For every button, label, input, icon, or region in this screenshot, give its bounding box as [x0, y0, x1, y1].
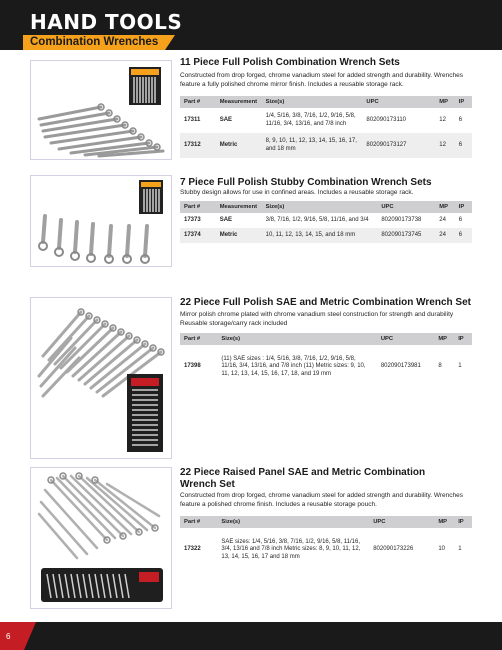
table-row — [180, 228, 472, 243]
upc: 802090173981 — [377, 345, 435, 389]
col-sizes: Size(s) — [262, 96, 363, 108]
col-sizes: Size(s) — [262, 201, 378, 213]
footer-accent — [0, 622, 24, 650]
sizes: 3/8, 7/16, 1/2, 9/16, 5/8, 11/16, and 3/4 — [262, 213, 378, 228]
section-description: Constructed from drop forged, chrome vanadium steel for added strength and durability. Wrenches feature a fully polished chrome mirror finish. Includes a reusable storage rack. — [180, 72, 464, 88]
table-row — [180, 213, 472, 228]
sizes: 1/4, 5/16, 3/8, 7/16, 1/2, 9/16, 5/8, 11/16, 3/4, 13/16, and 7/8 inch — [262, 108, 363, 133]
sizes: 8, 9, 10, 11, 12, 13, 14, 15, 16, 17, and 18 mm — [262, 133, 363, 158]
ip: 6 — [455, 228, 472, 243]
col-part: Part # — [180, 96, 216, 108]
category-tab: Combination Wrenches — [23, 35, 165, 50]
table-row — [180, 345, 472, 389]
upc: 802090173745 — [377, 228, 435, 243]
ip: 6 — [455, 213, 472, 228]
upc: 802090173738 — [377, 213, 435, 228]
page-title: HAND TOOLS — [30, 10, 183, 34]
spec-table — [180, 201, 472, 243]
mp: 10 — [434, 528, 454, 572]
col-ip: IP — [454, 516, 472, 528]
mp: 24 — [435, 228, 454, 243]
spec-table — [180, 333, 472, 389]
section-title: 22 Piece Full Polish SAE and Metric Combination Wrench Set — [180, 297, 471, 308]
page-number: 6 — [6, 632, 11, 641]
upc: 802090173127 — [362, 133, 435, 158]
ip: 6 — [455, 133, 472, 158]
section-title: 22 Piece Raised Panel SAE and Metric Combination Wrench Set — [180, 467, 426, 490]
sizes: 10, 11, 12, 13, 14, 15, and 18 mm — [262, 228, 378, 243]
col-part: Part # — [180, 201, 216, 213]
table-row — [180, 528, 472, 572]
col-sizes: Size(s) — [217, 333, 376, 345]
spec-table — [180, 96, 472, 158]
col-measurement: Measurement — [216, 201, 262, 213]
upc: 802090173110 — [362, 108, 435, 133]
part-number: 17312 — [180, 133, 216, 158]
product-image-22pc-full-polish — [30, 297, 172, 459]
table-header-row — [180, 516, 472, 528]
ip: 1 — [454, 345, 472, 389]
table-header-row — [180, 96, 472, 108]
mp: 12 — [435, 133, 454, 158]
part-number: 17322 — [180, 528, 217, 572]
table-row — [180, 108, 472, 133]
product-image-11pc-set — [30, 60, 172, 160]
col-upc: UPC — [369, 516, 434, 528]
col-ip: IP — [454, 333, 472, 345]
col-upc: UPC — [377, 333, 435, 345]
part-number: 17398 — [180, 345, 217, 389]
col-mp: MP — [435, 201, 454, 213]
upc: 802090173226 — [369, 528, 434, 572]
section-description: Mirror polish chrome plated with chrome vanadium steel construction for strength and durability Reusable storage/carry rack included — [180, 311, 454, 327]
col-part: Part # — [180, 516, 217, 528]
part-number: 17373 — [180, 213, 216, 228]
mp: 8 — [434, 345, 454, 389]
table-row — [180, 133, 472, 158]
spec-table — [180, 516, 472, 572]
col-sizes: Size(s) — [217, 516, 369, 528]
col-upc: UPC — [377, 201, 435, 213]
ip: 6 — [455, 108, 472, 133]
measurement: SAE — [216, 108, 262, 133]
part-number: 17311 — [180, 108, 216, 133]
measurement: Metric — [216, 133, 262, 158]
section-description: Stubby design allows for use in confined areas. Includes a reusable storage rack. — [180, 189, 414, 196]
col-mp: MP — [434, 516, 454, 528]
col-ip: IP — [455, 96, 472, 108]
product-image-22pc-raised-panel — [30, 467, 172, 609]
product-image-7pc-stubby — [30, 175, 172, 267]
section-title: 7 Piece Full Polish Stubby Combination Wrench Sets — [180, 177, 432, 188]
page-footer — [0, 622, 502, 650]
sizes: SAE sizes: 1/4, 5/16, 3/8, 7/16, 1/2, 9/16, 5/8, 11/16, 3/4, 13/16 and 7/8 inch Metric sizes: 8, 9, 10, 11, 12, 13, 14, 15, 16, 17 and 18 mm — [217, 528, 369, 572]
mp: 24 — [435, 213, 454, 228]
measurement: SAE — [216, 213, 262, 228]
col-measurement: Measurement — [216, 96, 262, 108]
col-mp: MP — [435, 96, 454, 108]
ip: 1 — [454, 528, 472, 572]
col-upc: UPC — [362, 96, 435, 108]
sizes: (11) SAE sizes : 1/4, 5/16, 3/8, 7/16, 1/2, 9/16, 5/8, 11/16, 3/4, 13/16, and 7/8 inch (11) Metric sizes: 9, 10, 11, 12, 13, 14, 15, 16, 17, 18, and 19 mm — [217, 345, 376, 389]
table-header-row — [180, 201, 472, 213]
section-title: 11 Piece Full Polish Combination Wrench Sets — [180, 57, 400, 68]
col-ip: IP — [455, 201, 472, 213]
part-number: 17374 — [180, 228, 216, 243]
col-part: Part # — [180, 333, 217, 345]
col-mp: MP — [434, 333, 454, 345]
table-header-row — [180, 333, 472, 345]
section-description: Constructed from drop forged, chrome vanadium steel for added strength and durability. Wrenches feature a polished chrome finish. Includes a reusable storage pouch. — [180, 492, 464, 508]
mp: 12 — [435, 108, 454, 133]
measurement: Metric — [216, 228, 262, 243]
